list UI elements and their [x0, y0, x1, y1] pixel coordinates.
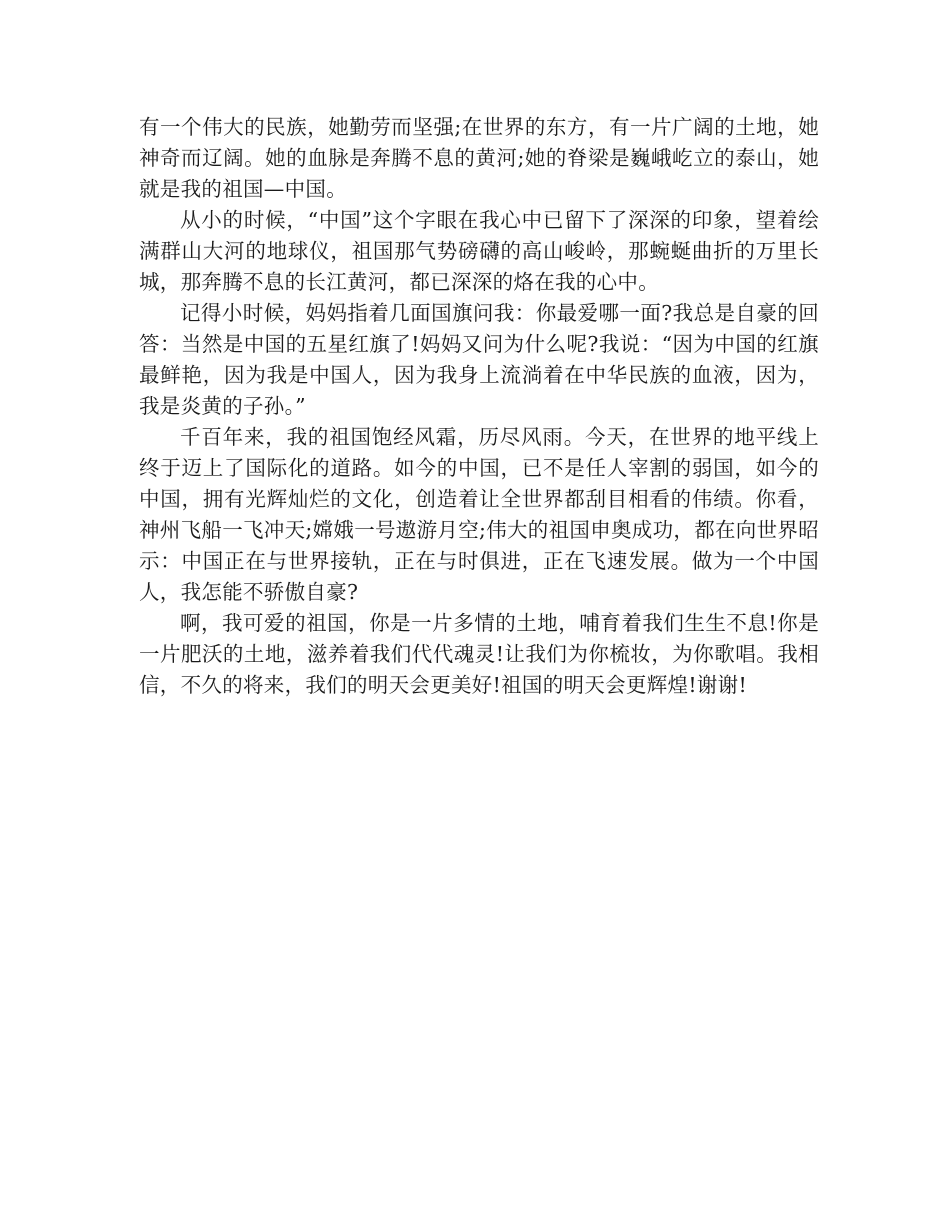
document-body — [139, 112, 819, 701]
paragraph-5: 啊，我可爱的祖国，你是一片多情的土地，哺育着我们生生不息!你是一片肥沃的土地，滋养着我们代代魂灵!让我们为你梳妆，为你歌唱。我相信，不久的将来，我们的明天会更美好!祖国的明天会更辉煌!谢谢! — [139, 611, 819, 697]
paragraph-1: 有一个伟大的民族，她勤劳而坚强;在世界的东方，有一片广阔的土地，她神奇而辽阔。她的血脉是奔腾不息的黄河;她的脊梁是巍峨屹立的泰山，她就是我的祖国—中国。 — [139, 115, 819, 201]
paragraph-2: 从小的时候，“中国”这个字眼在我心中已留下了深深的印象，望着绘满群山大河的地球仪，祖国那气势磅礴的高山峻岭，那蜿蜒曲折的万里长城，那奔腾不息的长江黄河，都已深深的烙在我的心中。 — [139, 208, 819, 294]
paragraph-3: 记得小时候，妈妈指着几面国旗问我：你最爱哪一面?我总是自豪的回答：当然是中国的五星红旗了!妈妈又问为什么呢?我说：“因为中国的红旗最鲜艳，因为我是中国人，因为我身上流淌着在中华民族的血液，因为，我是炎黄的子孙。” — [139, 301, 819, 418]
paragraph-4: 千百年来，我的祖国饱经风霜，历尽风雨。今天，在世界的地平线上终于迈上了国际化的道路。如今的中国，已不是任人宰割的弱国，如今的中国，拥有光辉灿烂的文化，创造着让全世界都刮目相看的伟绩。你看，神州飞船一飞冲天;嫦娥一号遨游月空;伟大的祖国申奥成功，都在向世界昭示：中国正在与世界接轨，正在与时俱进，正在飞速发展。做为一个中国人，我怎能不骄傲自豪? — [139, 425, 820, 604]
